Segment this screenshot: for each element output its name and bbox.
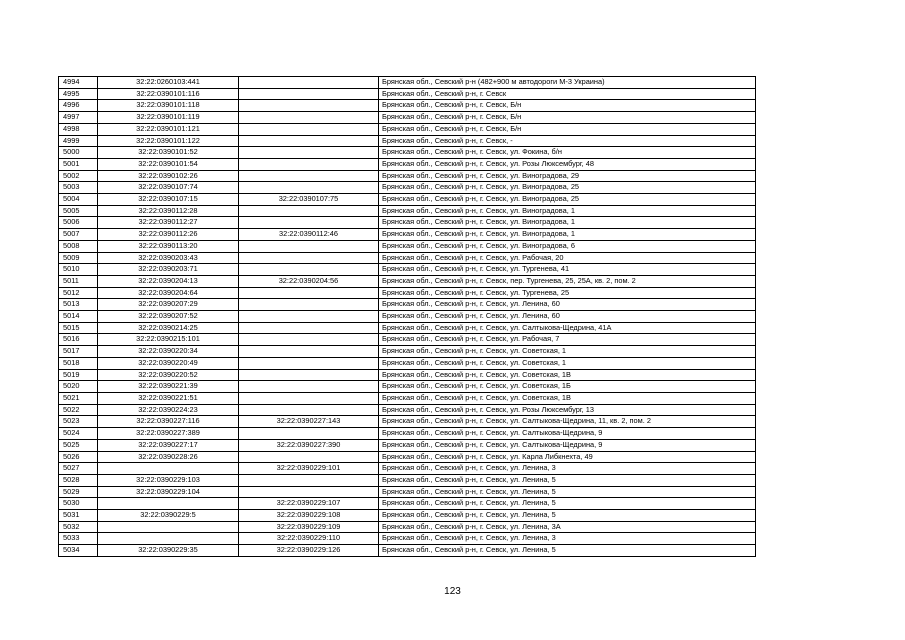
related-cadastral-number-cell: 32:22:0390229:126 bbox=[239, 545, 379, 557]
address-cell: Брянская обл., Севский р-н, г. Севск, Б/н bbox=[379, 123, 756, 135]
address-cell: Брянская обл., Севский р-н, г. Севск, ул. Ленина, 3 bbox=[379, 463, 756, 475]
row-number-cell: 4994 bbox=[59, 77, 98, 89]
cadastral-number-cell: 32:22:0390101:122 bbox=[98, 135, 239, 147]
table-row bbox=[59, 322, 756, 334]
row-number-cell: 5017 bbox=[59, 346, 98, 358]
related-cadastral-number-cell bbox=[239, 369, 379, 381]
address-cell: Брянская обл., Севский р-н, г. Севск, ул. Ленина, 5 bbox=[379, 474, 756, 486]
address-cell: Брянская обл., Севский р-н, г. Севск, ул. Ленина, 5 bbox=[379, 510, 756, 522]
table-row bbox=[59, 416, 756, 428]
cadastral-number-cell: 32:22:0390224:23 bbox=[98, 404, 239, 416]
related-cadastral-number-cell bbox=[239, 147, 379, 159]
address-cell: Брянская обл., Севский р-н, г. Севск, пер. Тургенева, 25, 25А, кв. 2, пом. 2 bbox=[379, 275, 756, 287]
related-cadastral-number-cell bbox=[239, 486, 379, 498]
related-cadastral-number-cell bbox=[239, 404, 379, 416]
row-number-cell: 5032 bbox=[59, 521, 98, 533]
table-row bbox=[59, 381, 756, 393]
related-cadastral-number-cell bbox=[239, 381, 379, 393]
cadastral-number-cell: 32:22:0390229:35 bbox=[98, 545, 239, 557]
row-number-cell: 5000 bbox=[59, 147, 98, 159]
row-number-cell: 5006 bbox=[59, 217, 98, 229]
row-number-cell: 5013 bbox=[59, 299, 98, 311]
row-number-cell: 5020 bbox=[59, 381, 98, 393]
related-cadastral-number-cell: 32:22:0390107:75 bbox=[239, 194, 379, 206]
address-cell: Брянская обл., Севский р-н, г. Севск, ул. Виноградова, 6 bbox=[379, 240, 756, 252]
table-row bbox=[59, 264, 756, 276]
related-cadastral-number-cell bbox=[239, 100, 379, 112]
address-cell: Брянская обл., Севский р-н, г. Севск, ул. Тургенева, 41 bbox=[379, 264, 756, 276]
address-cell: Брянская обл., Севский р-н, г. Севск, ул. Салтыкова-Щедрина, 11, кв. 2, пом. 2 bbox=[379, 416, 756, 428]
cadastral-number-cell: 32:22:0390207:52 bbox=[98, 311, 239, 323]
address-cell: Брянская обл., Севский р-н, г. Севск, ул. Рабочая, 20 bbox=[379, 252, 756, 264]
table-row bbox=[59, 112, 756, 124]
address-cell: Брянская обл., Севский р-н, г. Севск, ул. Советская, 1В bbox=[379, 392, 756, 404]
table-row bbox=[59, 474, 756, 486]
row-number-cell: 5001 bbox=[59, 158, 98, 170]
row-number-cell: 4998 bbox=[59, 123, 98, 135]
row-number-cell: 5011 bbox=[59, 275, 98, 287]
related-cadastral-number-cell bbox=[239, 205, 379, 217]
row-number-cell: 5030 bbox=[59, 498, 98, 510]
table-row bbox=[59, 428, 756, 440]
related-cadastral-number-cell bbox=[239, 112, 379, 124]
cadastral-number-cell: 32:22:0390101:119 bbox=[98, 112, 239, 124]
related-cadastral-number-cell bbox=[239, 158, 379, 170]
cadastral-number-cell: 32:22:0390101:118 bbox=[98, 100, 239, 112]
related-cadastral-number-cell bbox=[239, 240, 379, 252]
row-number-cell: 5005 bbox=[59, 205, 98, 217]
row-number-cell: 5007 bbox=[59, 229, 98, 241]
cadastral-number-cell: 32:22:0390227:389 bbox=[98, 428, 239, 440]
cadastral-number-cell: 32:22:0390221:51 bbox=[98, 392, 239, 404]
cadastral-number-cell: 32:22:0390112:27 bbox=[98, 217, 239, 229]
table-row bbox=[59, 521, 756, 533]
cadastral-number-cell: 32:22:0390112:28 bbox=[98, 205, 239, 217]
related-cadastral-number-cell bbox=[239, 451, 379, 463]
table-row bbox=[59, 170, 756, 182]
table-row bbox=[59, 240, 756, 252]
cadastral-number-cell: 32:22:0390207:29 bbox=[98, 299, 239, 311]
table-row bbox=[59, 510, 756, 522]
related-cadastral-number-cell bbox=[239, 392, 379, 404]
cadastral-number-cell: 32:22:0260103:441 bbox=[98, 77, 239, 89]
cadastral-number-cell: 32:22:0390101:116 bbox=[98, 88, 239, 100]
row-number-cell: 5031 bbox=[59, 510, 98, 522]
records-table bbox=[58, 76, 756, 557]
cadastral-number-cell: 32:22:0390107:74 bbox=[98, 182, 239, 194]
cadastral-number-cell: 32:22:0390229:5 bbox=[98, 510, 239, 522]
table-row bbox=[59, 287, 756, 299]
table-row bbox=[59, 100, 756, 112]
row-number-cell: 5018 bbox=[59, 357, 98, 369]
table-row bbox=[59, 229, 756, 241]
related-cadastral-number-cell: 32:22:0390204:56 bbox=[239, 275, 379, 287]
address-cell: Брянская обл., Севский р-н, г. Севск, ул. Советская, 1 bbox=[379, 357, 756, 369]
row-number-cell: 5008 bbox=[59, 240, 98, 252]
table-row bbox=[59, 123, 756, 135]
related-cadastral-number-cell bbox=[239, 287, 379, 299]
address-cell: Брянская обл., Севский р-н, г. Севск, ул. Карла Либкнехта, 49 bbox=[379, 451, 756, 463]
cadastral-number-cell: 32:22:0390101:52 bbox=[98, 147, 239, 159]
related-cadastral-number-cell bbox=[239, 182, 379, 194]
address-cell: Брянская обл., Севский р-н, г. Севск, ул. Советская, 1В bbox=[379, 369, 756, 381]
address-cell: Брянская обл., Севский р-н, г. Севск, ул. Ленина, 5 bbox=[379, 545, 756, 557]
row-number-cell: 5034 bbox=[59, 545, 98, 557]
table-row bbox=[59, 463, 756, 475]
table-row bbox=[59, 451, 756, 463]
table-row bbox=[59, 194, 756, 206]
address-cell: Брянская обл., Севский р-н, г. Севск, ул. Ленина, 5 bbox=[379, 498, 756, 510]
address-cell: Брянская обл., Севский р-н, г. Севск, ул. Салтыкова-Щедрина, 9 bbox=[379, 439, 756, 451]
address-cell: Брянская обл., Севский р-н, г. Севск, ул. Ленина, 3А bbox=[379, 521, 756, 533]
row-number-cell: 4997 bbox=[59, 112, 98, 124]
row-number-cell: 5002 bbox=[59, 170, 98, 182]
cadastral-number-cell: 32:22:0390113:20 bbox=[98, 240, 239, 252]
related-cadastral-number-cell: 32:22:0390227:143 bbox=[239, 416, 379, 428]
related-cadastral-number-cell: 32:22:0390229:108 bbox=[239, 510, 379, 522]
row-number-cell: 5033 bbox=[59, 533, 98, 545]
table-row bbox=[59, 439, 756, 451]
table-row bbox=[59, 334, 756, 346]
row-number-cell: 5012 bbox=[59, 287, 98, 299]
address-cell: Брянская обл., Севский р-н, г. Севск, ул. Ленина, 60 bbox=[379, 299, 756, 311]
related-cadastral-number-cell: 32:22:0390229:109 bbox=[239, 521, 379, 533]
related-cadastral-number-cell: 32:22:0390227:390 bbox=[239, 439, 379, 451]
address-cell: Брянская обл., Севский р-н, г. Севск, ул. Виноградова, 29 bbox=[379, 170, 756, 182]
row-number-cell: 5026 bbox=[59, 451, 98, 463]
table-row bbox=[59, 311, 756, 323]
address-cell: Брянская обл., Севский р-н, г. Севск, ул. Виноградова, 25 bbox=[379, 194, 756, 206]
cadastral-number-cell: 32:22:0390203:43 bbox=[98, 252, 239, 264]
cadastral-number-cell: 32:22:0390101:121 bbox=[98, 123, 239, 135]
cadastral-number-cell: 32:22:0390220:34 bbox=[98, 346, 239, 358]
cadastral-number-cell: 32:22:0390112:26 bbox=[98, 229, 239, 241]
address-cell: Брянская обл., Севский р-н, г. Севск, ул. Рабочая, 7 bbox=[379, 334, 756, 346]
cadastral-number-cell: 32:22:0390228:26 bbox=[98, 451, 239, 463]
related-cadastral-number-cell bbox=[239, 322, 379, 334]
row-number-cell: 5023 bbox=[59, 416, 98, 428]
table-row bbox=[59, 346, 756, 358]
row-number-cell: 5010 bbox=[59, 264, 98, 276]
table-row bbox=[59, 369, 756, 381]
related-cadastral-number-cell bbox=[239, 135, 379, 147]
row-number-cell: 4996 bbox=[59, 100, 98, 112]
table-row bbox=[59, 275, 756, 287]
table-row bbox=[59, 88, 756, 100]
row-number-cell: 5025 bbox=[59, 439, 98, 451]
cadastral-number-cell: 32:22:0390214:25 bbox=[98, 322, 239, 334]
address-cell: Брянская обл., Севский р-н, г. Севск, ул. Ленина, 3 bbox=[379, 533, 756, 545]
table-row bbox=[59, 392, 756, 404]
row-number-cell: 5029 bbox=[59, 486, 98, 498]
cadastral-number-cell: 32:22:0390229:103 bbox=[98, 474, 239, 486]
cadastral-number-cell bbox=[98, 463, 239, 475]
related-cadastral-number-cell bbox=[239, 428, 379, 440]
row-number-cell: 5028 bbox=[59, 474, 98, 486]
row-number-cell: 4995 bbox=[59, 88, 98, 100]
cadastral-number-cell: 32:22:0390215:101 bbox=[98, 334, 239, 346]
related-cadastral-number-cell bbox=[239, 170, 379, 182]
table-row bbox=[59, 299, 756, 311]
address-cell: Брянская обл., Севский р-н, г. Севск, ул. Виноградова, 25 bbox=[379, 182, 756, 194]
row-number-cell: 5004 bbox=[59, 194, 98, 206]
related-cadastral-number-cell bbox=[239, 123, 379, 135]
related-cadastral-number-cell: 32:22:0390229:107 bbox=[239, 498, 379, 510]
records-table-body bbox=[59, 77, 756, 557]
related-cadastral-number-cell: 32:22:0390229:101 bbox=[239, 463, 379, 475]
related-cadastral-number-cell bbox=[239, 299, 379, 311]
address-cell: Брянская обл., Севский р-н, г. Севск, ул. Ленина, 5 bbox=[379, 486, 756, 498]
address-cell: Брянская обл., Севский р-н, г. Севск, ул. Виноградова, 1 bbox=[379, 229, 756, 241]
cadastral-number-cell: 32:22:0390229:104 bbox=[98, 486, 239, 498]
related-cadastral-number-cell bbox=[239, 346, 379, 358]
cadastral-number-cell: 32:22:0390227:116 bbox=[98, 416, 239, 428]
related-cadastral-number-cell bbox=[239, 77, 379, 89]
table-row bbox=[59, 77, 756, 89]
address-cell: Брянская обл., Севский р-н, г. Севск bbox=[379, 88, 756, 100]
table-row bbox=[59, 182, 756, 194]
address-cell: Брянская обл., Севский р-н, г. Севск, ул. Фокина, б/н bbox=[379, 147, 756, 159]
address-cell: Брянская обл., Севский р-н, г. Севск, Б/н bbox=[379, 100, 756, 112]
address-cell: Брянская обл., Севский р-н (482+900 м автодороги М-3 Украина) bbox=[379, 77, 756, 89]
address-cell: Брянская обл., Севский р-н, г. Севск, ул. Советская, 1Б bbox=[379, 381, 756, 393]
row-number-cell: 5009 bbox=[59, 252, 98, 264]
address-cell: Брянская обл., Севский р-н, г. Севск, ул. Салтыкова-Щедрина, 41А bbox=[379, 322, 756, 334]
address-cell: Брянская обл., Севский р-н, г. Севск, ул. Розы Люксембург, 13 bbox=[379, 404, 756, 416]
address-cell: Брянская обл., Севский р-н, г. Севск, ул. Виноградова, 1 bbox=[379, 205, 756, 217]
table-row bbox=[59, 533, 756, 545]
row-number-cell: 5027 bbox=[59, 463, 98, 475]
cadastral-number-cell bbox=[98, 498, 239, 510]
row-number-cell: 5016 bbox=[59, 334, 98, 346]
cadastral-number-cell: 32:22:0390101:54 bbox=[98, 158, 239, 170]
table-row bbox=[59, 486, 756, 498]
page-number: 123 bbox=[444, 586, 461, 597]
address-cell: Брянская обл., Севский р-н, г. Севск, ул. Салтыкова-Щедрина, 9 bbox=[379, 428, 756, 440]
address-cell: Брянская обл., Севский р-н, г. Севск, ул. Ленина, 60 bbox=[379, 311, 756, 323]
address-cell: Брянская обл., Севский р-н, г. Севск, ул. Советская, 1 bbox=[379, 346, 756, 358]
row-number-cell: 5003 bbox=[59, 182, 98, 194]
address-cell: Брянская обл., Севский р-н, г. Севск, Б/н bbox=[379, 112, 756, 124]
address-cell: Брянская обл., Севский р-н, г. Севск, ул. Тургенева, 25 bbox=[379, 287, 756, 299]
cadastral-number-cell: 32:22:0390220:49 bbox=[98, 357, 239, 369]
table-row bbox=[59, 147, 756, 159]
related-cadastral-number-cell bbox=[239, 88, 379, 100]
row-number-cell: 5019 bbox=[59, 369, 98, 381]
cadastral-number-cell bbox=[98, 533, 239, 545]
cadastral-number-cell: 32:22:0390220:52 bbox=[98, 369, 239, 381]
table-row bbox=[59, 205, 756, 217]
table-row bbox=[59, 545, 756, 557]
row-number-cell: 4999 bbox=[59, 135, 98, 147]
related-cadastral-number-cell: 32:22:0390112:46 bbox=[239, 229, 379, 241]
address-cell: Брянская обл., Севский р-н, г. Севск, ул. Виноградова, 1 bbox=[379, 217, 756, 229]
related-cadastral-number-cell bbox=[239, 357, 379, 369]
cadastral-number-cell bbox=[98, 521, 239, 533]
related-cadastral-number-cell bbox=[239, 252, 379, 264]
row-number-cell: 5022 bbox=[59, 404, 98, 416]
address-cell: Брянская обл., Севский р-н, г. Севск, - bbox=[379, 135, 756, 147]
table-row bbox=[59, 252, 756, 264]
table-row bbox=[59, 404, 756, 416]
cadastral-number-cell: 32:22:0390204:13 bbox=[98, 275, 239, 287]
related-cadastral-number-cell bbox=[239, 264, 379, 276]
row-number-cell: 5024 bbox=[59, 428, 98, 440]
cadastral-number-cell: 32:22:0390204:64 bbox=[98, 287, 239, 299]
related-cadastral-number-cell: 32:22:0390229:110 bbox=[239, 533, 379, 545]
address-cell: Брянская обл., Севский р-н, г. Севск, ул. Розы Люксембург, 48 bbox=[379, 158, 756, 170]
table-row bbox=[59, 158, 756, 170]
table-row bbox=[59, 135, 756, 147]
cadastral-number-cell: 32:22:0390107:15 bbox=[98, 194, 239, 206]
cadastral-number-cell: 32:22:0390203:71 bbox=[98, 264, 239, 276]
table-row bbox=[59, 217, 756, 229]
related-cadastral-number-cell bbox=[239, 334, 379, 346]
table-row bbox=[59, 498, 756, 510]
table-row bbox=[59, 357, 756, 369]
cadastral-number-cell: 32:22:0390221:39 bbox=[98, 381, 239, 393]
cadastral-number-cell: 32:22:0390102:26 bbox=[98, 170, 239, 182]
row-number-cell: 5021 bbox=[59, 392, 98, 404]
row-number-cell: 5015 bbox=[59, 322, 98, 334]
related-cadastral-number-cell bbox=[239, 311, 379, 323]
related-cadastral-number-cell bbox=[239, 217, 379, 229]
cadastral-number-cell: 32:22:0390227:17 bbox=[98, 439, 239, 451]
row-number-cell: 5014 bbox=[59, 311, 98, 323]
related-cadastral-number-cell bbox=[239, 474, 379, 486]
